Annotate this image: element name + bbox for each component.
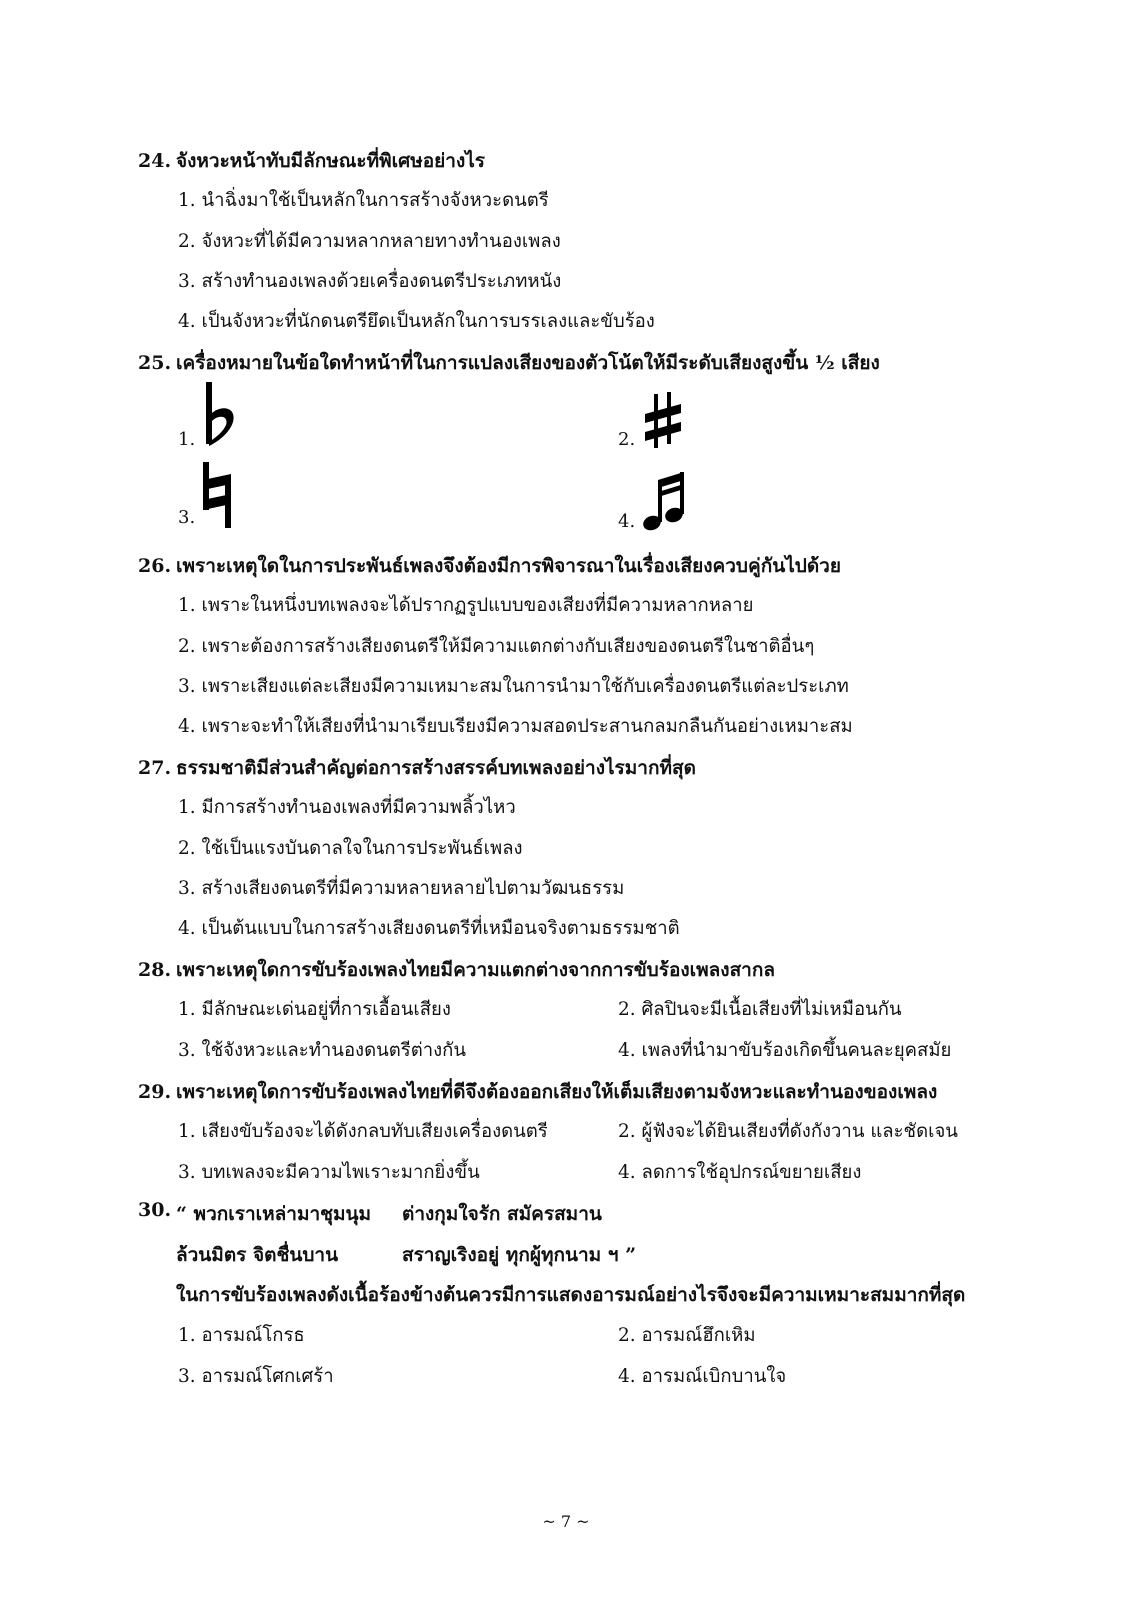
question-29 <box>138 1077 937 1107</box>
question-text: เพราะเหตุใดการขับร้องเพลงไทยมีความแตกต่างจากการขับร้องเพลงสากล <box>176 959 775 981</box>
q25-option-3 <box>178 462 235 528</box>
question-text: จังหวะหน้าทับมีลักษณะที่พิเศษอย่างไร <box>176 150 485 172</box>
poem-line-1a: “ พวกเราเหล่ามาชุมนุม <box>176 1203 372 1225</box>
question-27 <box>138 753 696 783</box>
sharp-icon <box>641 392 685 450</box>
q25-option-1 <box>178 380 241 450</box>
q24-option-3: 3. สร้างทำนองเพลงด้วยเครื่องดนตรีประเภทหนัง <box>178 271 562 292</box>
option-label: 2. <box>618 429 636 450</box>
poem-line-1b: ต่างกุมใจรัก สมัครสมาน <box>402 1203 602 1225</box>
q27-option-4: 4. เป็นต้นแบบในการสร้างเสียงดนตรีที่เหมือนจริงตามธรรมชาติ <box>178 918 680 939</box>
q28-option-1: 1. มีลักษณะเด่นอยู่ที่การเอื้อนเสียง <box>178 999 451 1020</box>
question-number: 29. <box>138 1081 172 1103</box>
q30-option-3: 3. อารมณ์โศกเศร้า <box>178 1366 334 1387</box>
q24-option-4: 4. เป็นจังหวะที่นักดนตรียึดเป็นหลักในการบรรเลงและขับร้อง <box>178 311 655 332</box>
question-26 <box>138 551 841 581</box>
page-number: ~ 7 ~ <box>542 1512 590 1531</box>
question-text: เพราะเหตุใดในการประพันธ์เพลงจึงต้องมีการพิจารณาในเรื่องเสียงควบคู่กันไปด้วย <box>176 555 841 577</box>
option-label: 1. <box>178 429 196 450</box>
q30-option-1: 1. อารมณ์โกรธ <box>178 1325 305 1346</box>
option-label: 3. <box>178 507 196 528</box>
poem-line-2a: ล้วนมิตร จิตชื่นบาน <box>176 1244 339 1266</box>
q25-option-2 <box>618 392 685 450</box>
question-24 <box>138 146 485 176</box>
beamed-eighth-notes-icon <box>641 468 687 532</box>
question-30 <box>138 1199 176 1221</box>
q26-option-2: 2. เพราะต้องการสร้างเสียงดนตรีให้มีความแตกต่างกับเสียงของดนตรีในชาติอื่นๆ <box>178 636 815 657</box>
q30-option-4: 4. อารมณ์เบิกบานใจ <box>618 1366 787 1387</box>
question-number: 30. <box>138 1199 172 1221</box>
q24-option-1: 1. นำฉิ่งมาใช้เป็นหลักในการสร้างจังหวะดนตรี <box>178 190 549 211</box>
q26-option-1: 1. เพราะในหนึ่งบทเพลงจะได้ปรากฏรูปแบบของเสียงที่มีความหลากหลาย <box>178 595 754 616</box>
q29-option-3: 3. บทเพลงจะมีความไพเราะมากยิ่งขึ้น <box>178 1162 480 1183</box>
question-number: 25. <box>138 352 172 374</box>
q25-option-4 <box>618 468 687 532</box>
question-25 <box>138 348 880 378</box>
q29-option-2: 2. ผู้ฟังจะได้ยินเสียงที่ดังกังวาน และชัดเจน <box>618 1121 958 1142</box>
q28-option-2: 2. ศิลปินจะมีเนื้อเสียงที่ไม่เหมือนกัน <box>618 999 902 1020</box>
question-text: ในการขับร้องเพลงดังเนื้อร้องข้างต้นควรมีการแสดงอารมณ์อย่างไรจึงจะมีความเหมาะสมมากที่สุด <box>176 1284 966 1306</box>
q27-option-3: 3. สร้างเสียงดนตรีที่มีความหลายหลายไปตามวัฒนธรรม <box>178 878 625 899</box>
question-28 <box>138 955 775 985</box>
q29-option-4: 4. ลดการใช้อุปกรณ์ขยายเสียง <box>618 1162 862 1183</box>
q30-option-2: 2. อารมณ์ฮึกเหิม <box>618 1325 756 1346</box>
question-number: 28. <box>138 959 172 981</box>
question-text: ธรรมชาติมีส่วนสำคัญต่อการสร้างสรรค์บทเพลงอย่างไรมากที่สุด <box>176 757 696 779</box>
q27-option-2: 2. ใช้เป็นแรงบันดาลใจในการประพันธ์เพลง <box>178 838 523 859</box>
question-text: เครื่องหมายในข้อใดทำหน้าที่ในการแปลงเสียงของตัวโน้ตให้มีระดับเสียงสูงขึ้น ½ เสียง <box>176 352 880 374</box>
natural-icon <box>201 462 235 528</box>
poem-line-2b: สราญเริงอยู่ ทุกผู้ทุกนาม ฯ ” <box>402 1244 636 1266</box>
question-number: 26. <box>138 555 172 577</box>
question-text: เพราะเหตุใดการขับร้องเพลงไทยที่ดีจึงต้องออกเสียงให้เต็มเสียงตามจังหวะและทำนองของเพลง <box>176 1081 938 1103</box>
q26-option-4: 4. เพราะจะทำให้เสียงที่นำมาเรียบเรียงมีความสอดประสานกลมกลืนกันอย่างเหมาะสม <box>178 716 853 737</box>
option-label: 4. <box>618 511 636 532</box>
flat-icon <box>201 380 241 450</box>
q24-option-2: 2. จังหวะที่ได้มีความหลากหลายทางทำนองเพลง <box>178 231 561 252</box>
q28-option-4: 4. เพลงที่นำมาขับร้องเกิดขึ้นคนละยุคสมัย <box>618 1040 952 1061</box>
question-number: 27. <box>138 757 172 779</box>
q28-option-3: 3. ใช้จังหวะและทำนองดนตรีต่างกัน <box>178 1040 466 1061</box>
q26-option-3: 3. เพราะเสียงแต่ละเสียงมีความเหมาะสมในการนำมาใช้กับเครื่องดนตรีแต่ละประเภท <box>178 676 849 697</box>
q29-option-1: 1. เสียงขับร้องจะได้ดังกลบทับเสียงเครื่องดนตรี <box>178 1121 548 1142</box>
q27-option-1: 1. มีการสร้างทำนองเพลงที่มีความพลิ้วไหว <box>178 797 516 818</box>
question-number: 24. <box>138 150 172 172</box>
